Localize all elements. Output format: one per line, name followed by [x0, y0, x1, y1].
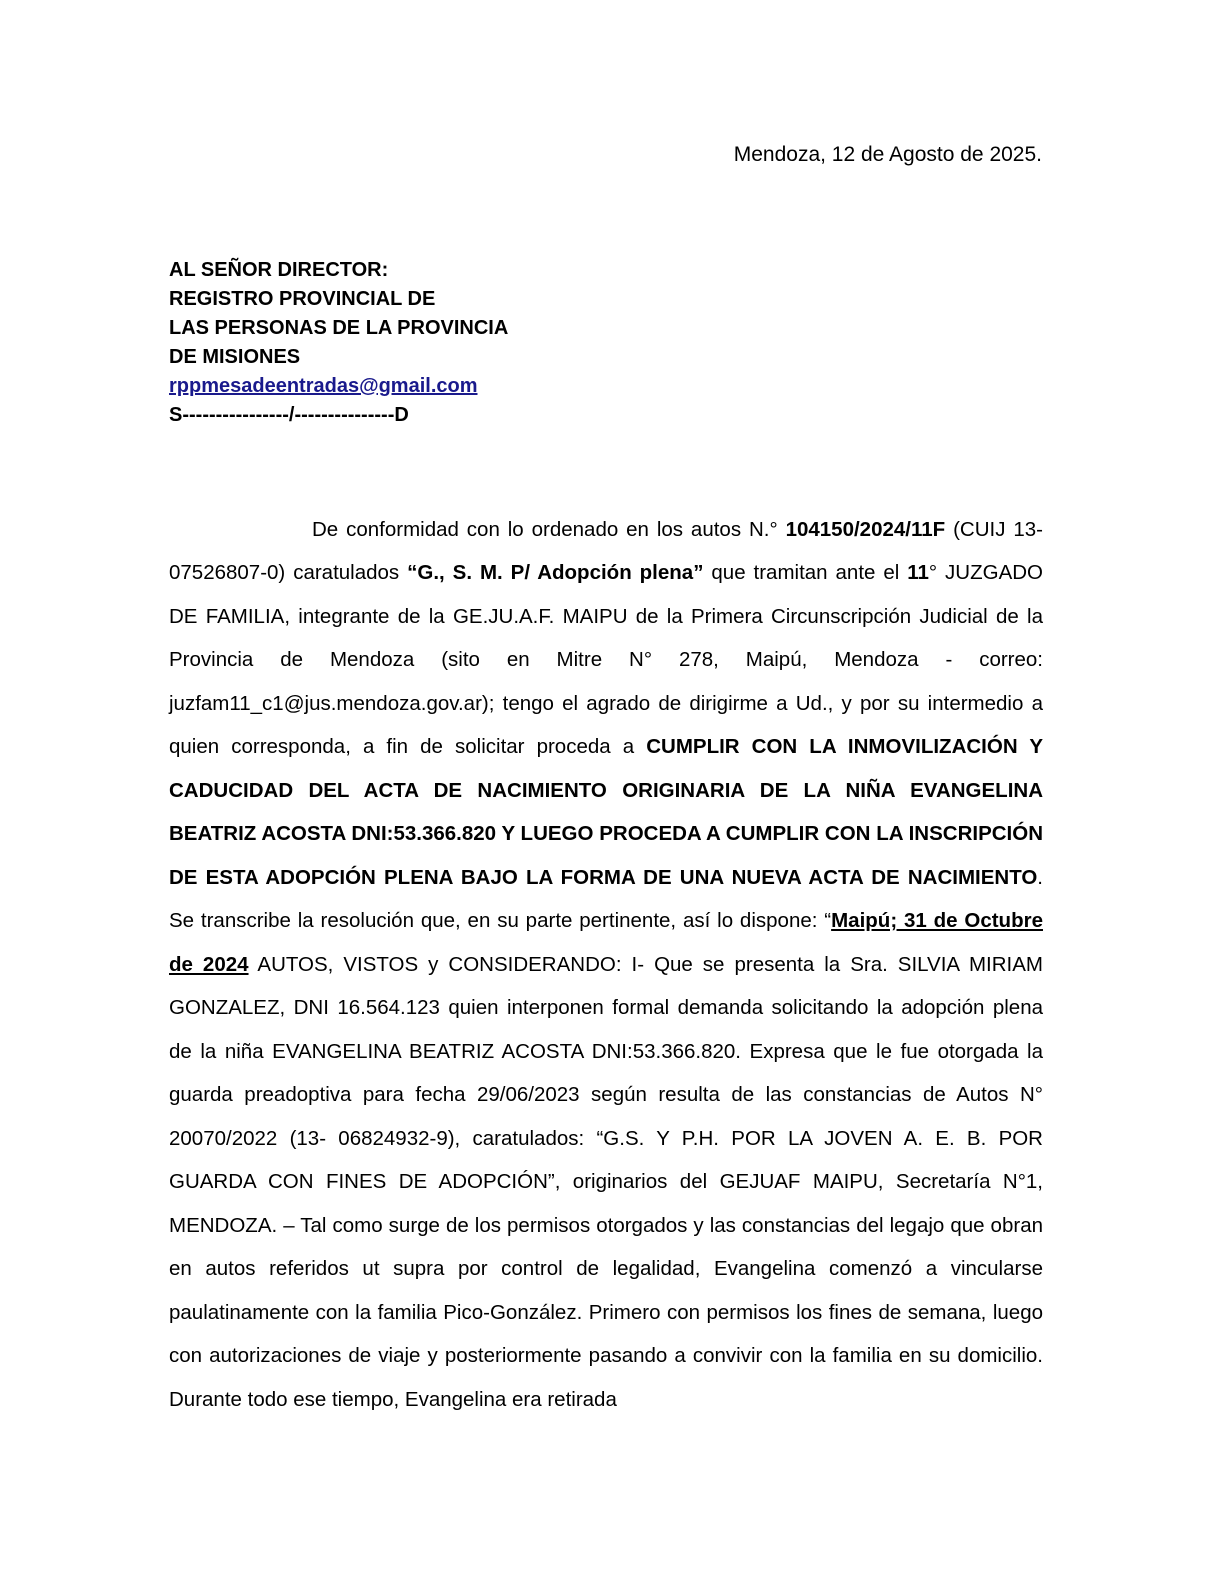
- case-title: “G., S. M. P/ Adopción plena”: [407, 561, 704, 584]
- addressee-line: AL SEÑOR DIRECTOR:: [169, 259, 389, 281]
- request-text: CUMPLIR CON LA INMOVILIZACIÓN Y CADUCIDAD DEL ACTA DE NACIMIENTO ORIGINARIA DE LA NIÑA EVANGELINA BEATRIZ ACOSTA DNI:53.366.820 Y LUEGO PROCEDA A CUMPLIR CON LA INSCRIPCIÓN DE ESTA ADOPCIÓN PLENA BAJO LA FORMA DE UNA NUEVA ACTA DE NACIMIENTO: [169, 735, 1043, 889]
- body-text-segment: AUTOS, VISTOS y CONSIDERANDO: I- Que se presenta la Sra. SILVIA MIRIAM GONZALEZ, DNI 16.564.123 quien interponen formal demanda solicitando la adopción plena de la niña EVANGELINA BEATRIZ ACOSTA DNI:53.366.820. Expresa que le fue otorgada la guarda preadoptiva para fecha 29/06/2023 según resulta de las constancias de Autos N° 20070/2022 (13- 06824932-9), caratulados: “G.S. Y P.H. POR LA JOVEN A. E. B. POR GUARDA CON FINES DE ADOPCIÓN”, originarios del GEJUAF MAIPU, Secretaría N°1, MENDOZA. – Tal como surge de los permisos otorgados y las constancias del legajo que obran en autos referidos ut supra por control de legalidad, Evangelina comenzó a vincularse paulatinamente con la familia Pico-González. Primero con permisos los fines de semana, luego con autorizaciones de viaje y posteriormente pasando a convivir con la familia en su domicilio. Durante todo ese tiempo, Evangelina era retirada: [169, 952, 1043, 1411]
- body-text-segment: que tramitan ante el: [703, 561, 908, 584]
- email-link[interactable]: rppmesadeentradas@gmail.com: [169, 375, 478, 397]
- body-text-segment: De conformidad con lo ordenado en los autos N.°: [312, 517, 786, 541]
- addressee-line: DE MISIONES: [169, 346, 301, 368]
- date-line: Mendoza, 12 de Agosto de 2025.: [733, 143, 1042, 166]
- addressee-block: [169, 256, 769, 430]
- court-number: 11: [907, 561, 929, 584]
- addressee-line: LAS PERSONAS DE LA PROVINCIA: [169, 317, 509, 339]
- case-number: 104150/2024/11F: [785, 517, 946, 541]
- resolution-date: Maipú; 31 de Octubre de 2024: [169, 909, 1043, 976]
- addressee-line: REGISTRO PROVINCIAL DE: [169, 288, 436, 310]
- salutation-line: S----------------/---------------D: [169, 404, 409, 426]
- body-text-segment: (CUIJ 13-07526807-0) caratulados: [169, 517, 1043, 584]
- body-text-segment: . Se transcribe la resolución que, en su parte pertinente, así lo dispone: “: [169, 865, 1043, 932]
- body-text-segment: ° JUZGADO DE FAMILIA, integrante de la GE.JU.A.F. MAIPU de la Primera Circunscripción Judicial de la Provincia de Mendoza (sito en Mitre N° 278, Maipú, Mendoza - correo: juzfam11_c1@jus.mendoza.gov.ar); tengo el agrado de dirigirme a Ud., y por su intermedio a quien corresponda, a fin de solicitar proceda a: [169, 561, 1044, 758]
- body-paragraph: [169, 508, 1043, 1422]
